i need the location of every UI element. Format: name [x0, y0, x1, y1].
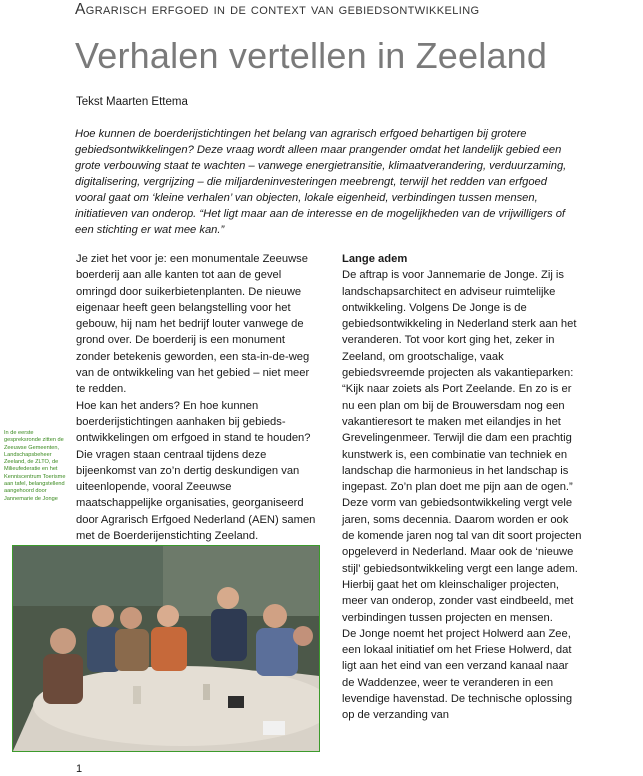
- section-kicker: Agrarisch erfgoed in de context van gebiedsontwikkeling: [75, 1, 480, 18]
- left-paragraph-2: Hoe kan het anders? En hoe kunnen boerderijstichtingen aanhaken bij gebieds-ontwikkelingen om erfgoed in stand te houden? Die vragen staan centraal tijdens deze bijeenkomst van zo’n dertig deskundigen van uiteenlopende, vooral Zeeuwse maatschappelijke organisaties, georganiseerd door Agrarisch Erfgoed Nederland (AEN) samen met de Boerderijenstichting Zeeland.: [76, 399, 316, 543]
- meeting-photo: [12, 545, 320, 752]
- left-paragraph-1: Je ziet het voor je: een monumentale Zeeuwse boerderij aan alle kanten tot aan de gevel omringd door suikerbietenplanten. De nieuwe eigenaar heeft geen belangstelling voor het gebouw, hij nam het bedrijf louter vanwege de grond over. De boerderij is een monument zonder betekenis geworden, een sta-in-de-weg van de ontwikkeling van het gebied – niet meer te redden.: [76, 253, 310, 396]
- article-title: Verhalen vertellen in Zeeland: [75, 35, 548, 76]
- intro-paragraph: [75, 126, 575, 238]
- photo-caption: In de eerste gespreksronde zitten de Zeeuwse Gemeenten, Landschapsbeheer Zeeland, de ZLTO, de Milieufederatie en het Kenniscentrum Toerisme aan tafel, belangstellend aangehoord door Jannemarie de Jonge: [4, 430, 66, 502]
- subheading-lange-adem: Lange adem: [342, 253, 408, 265]
- right-paragraph-1: De aftrap is voor Jannemarie de Jonge. Zij is landschapsarchitect en adviseur ruimtelijke ontwikkeling. Volgens De Jonge is de gebiedsontwikkeling in Nederland sterk aan het veranderen. Tot voor kort ging het, zeker in Zeeland, om grootschalige, vaak gebiedsvreemde projecten als vakantieparken: “Kijk naar zoiets als Port Zeelande. En zo is er nu een plan om bij de Brouwersdam nog een vakantieresort te maken met eilandjes in het Grevelingenmeer. Terwijl die dam een prachtig kunstwerk is, een combinatie van techniek en landschap die harmonieus in het landschap is ingepast. Zo’n plan doet me pijn aan de ogen.”: [342, 269, 577, 494]
- right-paragraph-3: De Jonge noemt het project Holwerd aan Zee, een lokaal initiatief om het Friese Holwerd, dat ligt aan het eind van een verzand kanaal naar de Waddenzee, weer te veranderen in een levendige havenstad. De technische oplossing op de verzanding van: [342, 627, 573, 722]
- page-number: 1: [76, 763, 83, 775]
- right-column: [342, 251, 582, 724]
- intro-text: Hoe kunnen de boerderijstichtingen het belang van agrarisch erfgoed behartigen bij grotere gebiedsontwikkelingen? Deze vraag wordt alleen maar prangender omdat het landelijk gebied een grote verbouwing staat te wachten – vanwege energietransitie, klimaatverandering, verduurzaming, digitalisering, vergrijzing – die miljardeninvesteringen meebrengt, terwijl het redden van erfgoed vooral gaat om ‘kleine verhalen’ van objecten, lokale eigenheid, verbindingen tussen mensen, initiatieven van onderop. “Het ligt maar aan de interesse en de mogelijkheden van de vrijwilligers of een stichting er wat mee kan.”: [75, 128, 567, 236]
- left-column: [76, 251, 316, 544]
- byline: Tekst Maarten Ettema: [76, 96, 188, 108]
- right-paragraph-2: Deze vorm van gebiedsontwikkeling vergt vele jaren, soms decennia. Daarom worden er ook de komende jaren nog tal van dit soort projecten opgeleverd in Nederland. Maar ook de ‘nieuwe stijl’ gebiedsontwikkeling vergt een lange adem. Hierbij gaat het om kleinschaliger projecten, meer van onderop, zonder vast eindbeeld, met verbindingen tussen projecten en mensen.: [342, 497, 582, 624]
